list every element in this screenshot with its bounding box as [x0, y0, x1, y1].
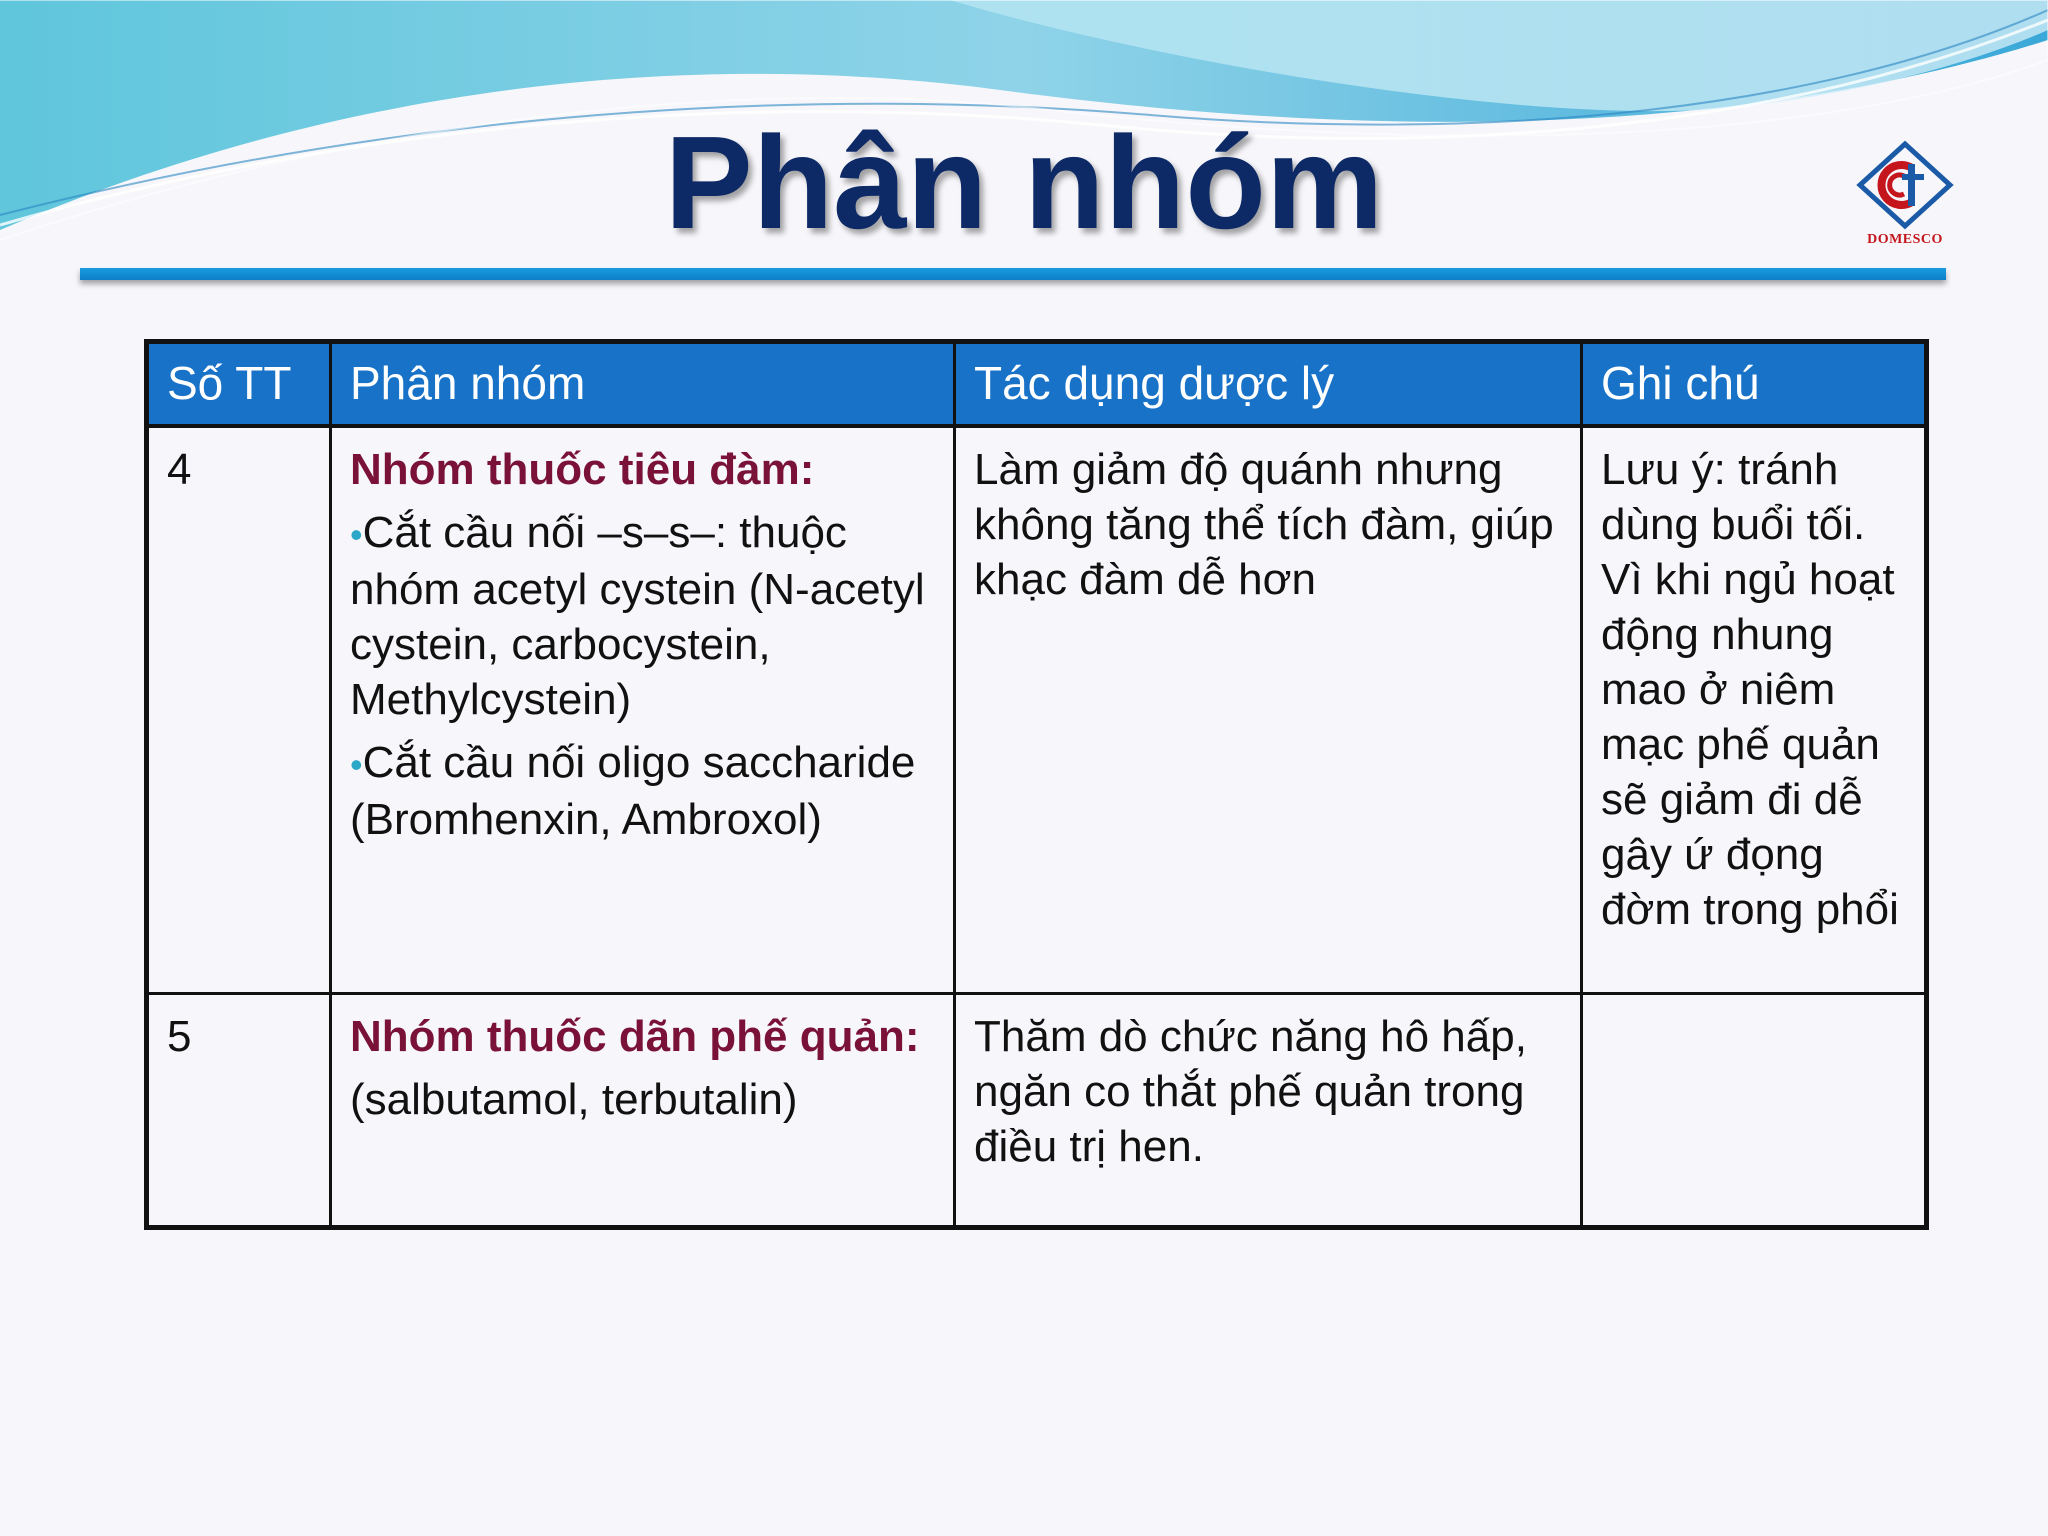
- bullet-icon: •: [350, 514, 363, 555]
- note-cell: Lưu ý: tránh dùng buổi tối. Vì khi ngủ hoạt động nhung mao ở niêm mạc phế quản sẽ giảm đi dễ gây ứ đọng đờm trong phổi: [1582, 426, 1927, 994]
- header-group: Phân nhóm: [331, 342, 955, 427]
- header-no: Số TT: [147, 342, 331, 427]
- drug-group-table: [144, 339, 1929, 1230]
- group-examples: (salbutamol, terbutalin): [350, 1075, 798, 1124]
- logo-text: DOMESCO: [1867, 232, 1943, 247]
- bullet-icon: •: [350, 744, 363, 785]
- group-list-item: [350, 735, 935, 847]
- group-title: Nhóm thuốc dãn phế quản:: [350, 1012, 920, 1061]
- table-header-row: [147, 342, 1927, 427]
- header-effect: Tác dụng dược lý: [955, 342, 1582, 427]
- group-item-text: Cắt cầu nối oligo saccharide (Bromhenxin, Ambroxol): [350, 738, 916, 844]
- note-cell: [1582, 994, 1927, 1228]
- group-cell: [331, 426, 955, 994]
- row-number: 4: [147, 426, 331, 994]
- page-title: Phân nhóm: [664, 109, 1384, 256]
- table-row: [147, 426, 1927, 994]
- effect-cell: Làm giảm độ quánh nhưng không tăng thể tích đàm, giúp khạc đàm dễ hơn: [955, 426, 1582, 994]
- table-row: [147, 994, 1927, 1228]
- header-note: Ghi chú: [1582, 342, 1927, 427]
- group-cell: [331, 994, 955, 1228]
- effect-cell: Thăm dò chức năng hô hấp, ngăn co thắt phế quản trong điều trị hen.: [955, 994, 1582, 1228]
- domesco-logo: [1850, 140, 1960, 260]
- title-divider: [80, 268, 1946, 280]
- group-title: Nhóm thuốc tiêu đàm:: [350, 445, 815, 494]
- group-item-text: Cắt cầu nối –s–s–: thuộc nhóm acetyl cystein (N-acetyl cystein, carbocystein, Methylcystein): [350, 508, 925, 724]
- domesco-logo-icon: [1850, 140, 1960, 230]
- row-number: 5: [147, 994, 331, 1228]
- group-list-item: [350, 505, 935, 727]
